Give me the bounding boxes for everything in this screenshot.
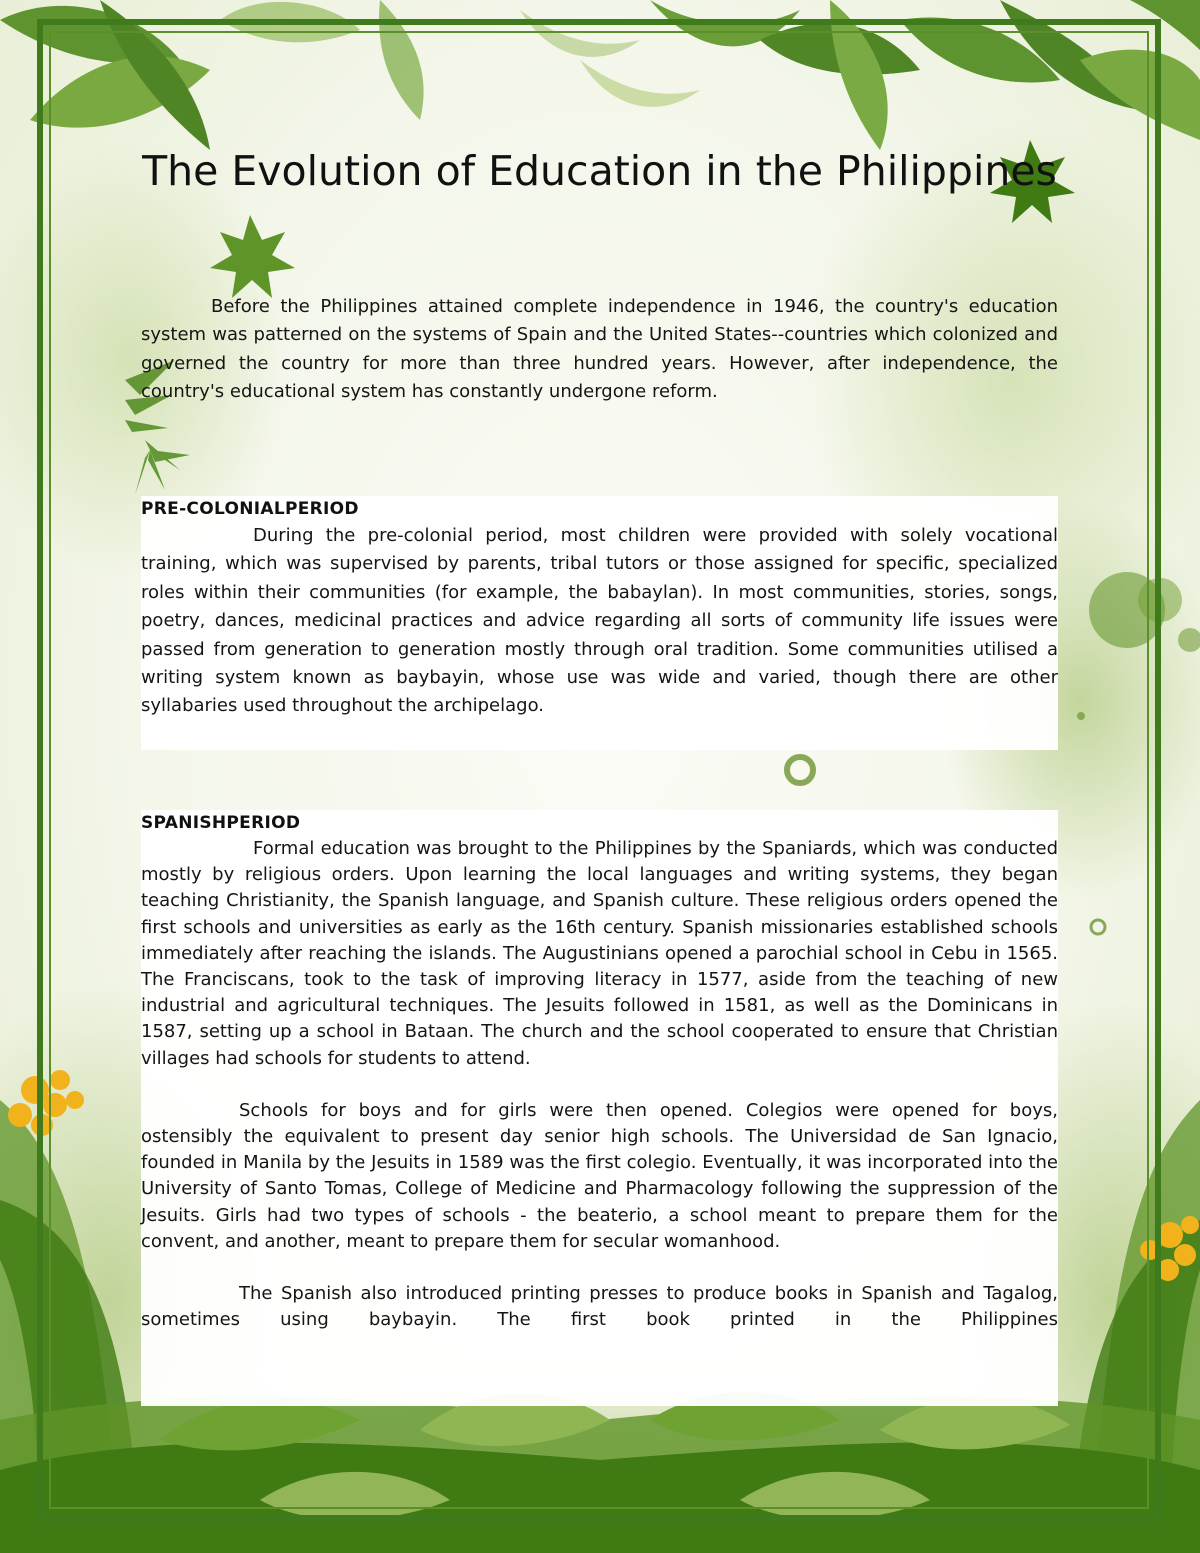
- section-paragraph: Schools for boys and for girls were then opened. Colegios were opened for boys, ostensibly the equivalent to present day senior high schools. The Universidad de San Ignacio, founded in Manila by the Jesuits in 1589 was the first colegio. Eventually, it was incorporated into the University of Santo Tomas, College of Medicine and Pharmacology following the suppression of the Jesuits. Girls had two types of schools - the beaterio, a school meant to prepare them for the convent, and another, meant to prepare them for secular womanhood.: [141, 1099, 1058, 1252]
- section-paragraph: During the pre-colonial period, most children were provided with solely vocational training, which was supervised by parents, tribal tutors or those assigned for specific, specialized roles within their communities (for example, the babaylan). In most communities, stories, songs, poetry, dances, medicinal practices and advice regarding all sorts of community life issues were passed from generation to generation mostly through oral tradition. Some communities utilised a writing system known as baybayin, whose use was wide and varied, though there are other syllabaries used throughout the archipelago.: [141, 525, 1058, 717]
- section-heading: SPANISHPERIOD: [141, 813, 301, 833]
- spanish-section: [141, 810, 1058, 1406]
- page-title: The Evolution of Education in the Philippines: [142, 147, 1057, 195]
- section-paragraph: Formal education was brought to the Philippines by the Spaniards, which was conducted mostly by religious orders. Upon learning the local languages and writing systems, they began teaching Christianity, the Spanish language, and Spanish culture. These religious orders opened the first schools and universities as early as the 16th century. Spanish missionaries established schools immediately after reaching the islands. The Augustinians opened a parochial school in Cebu in 1565. The Franciscans, took to the task of improving literacy in 1577, aside from the teaching of new industrial and agricultural techniques. The Jesuits followed in 1581, as well as the Dominicans in 1587, setting up a school in Bataan. The church and the school cooperated to ensure that Christian villages had schools for students to attend.: [141, 838, 1058, 1069]
- pre-colonial-section: [141, 496, 1058, 750]
- intro-paragraph: Before the Philippines attained complete independence in 1946, the country's education system was patterned on the systems of Spain and the United States--countries which colonized and governed the country for more than three hundred years. However, after independence, the country's educational system has constantly undergone reform.: [141, 296, 1058, 403]
- section-heading: PRE-COLONIALPERIOD: [141, 499, 359, 519]
- section-paragraph: The Spanish also introduced printing presses to produce books in Spanish and Tagalog, sometimes using baybayin. The first book printed in the Philippines: [141, 1283, 1058, 1331]
